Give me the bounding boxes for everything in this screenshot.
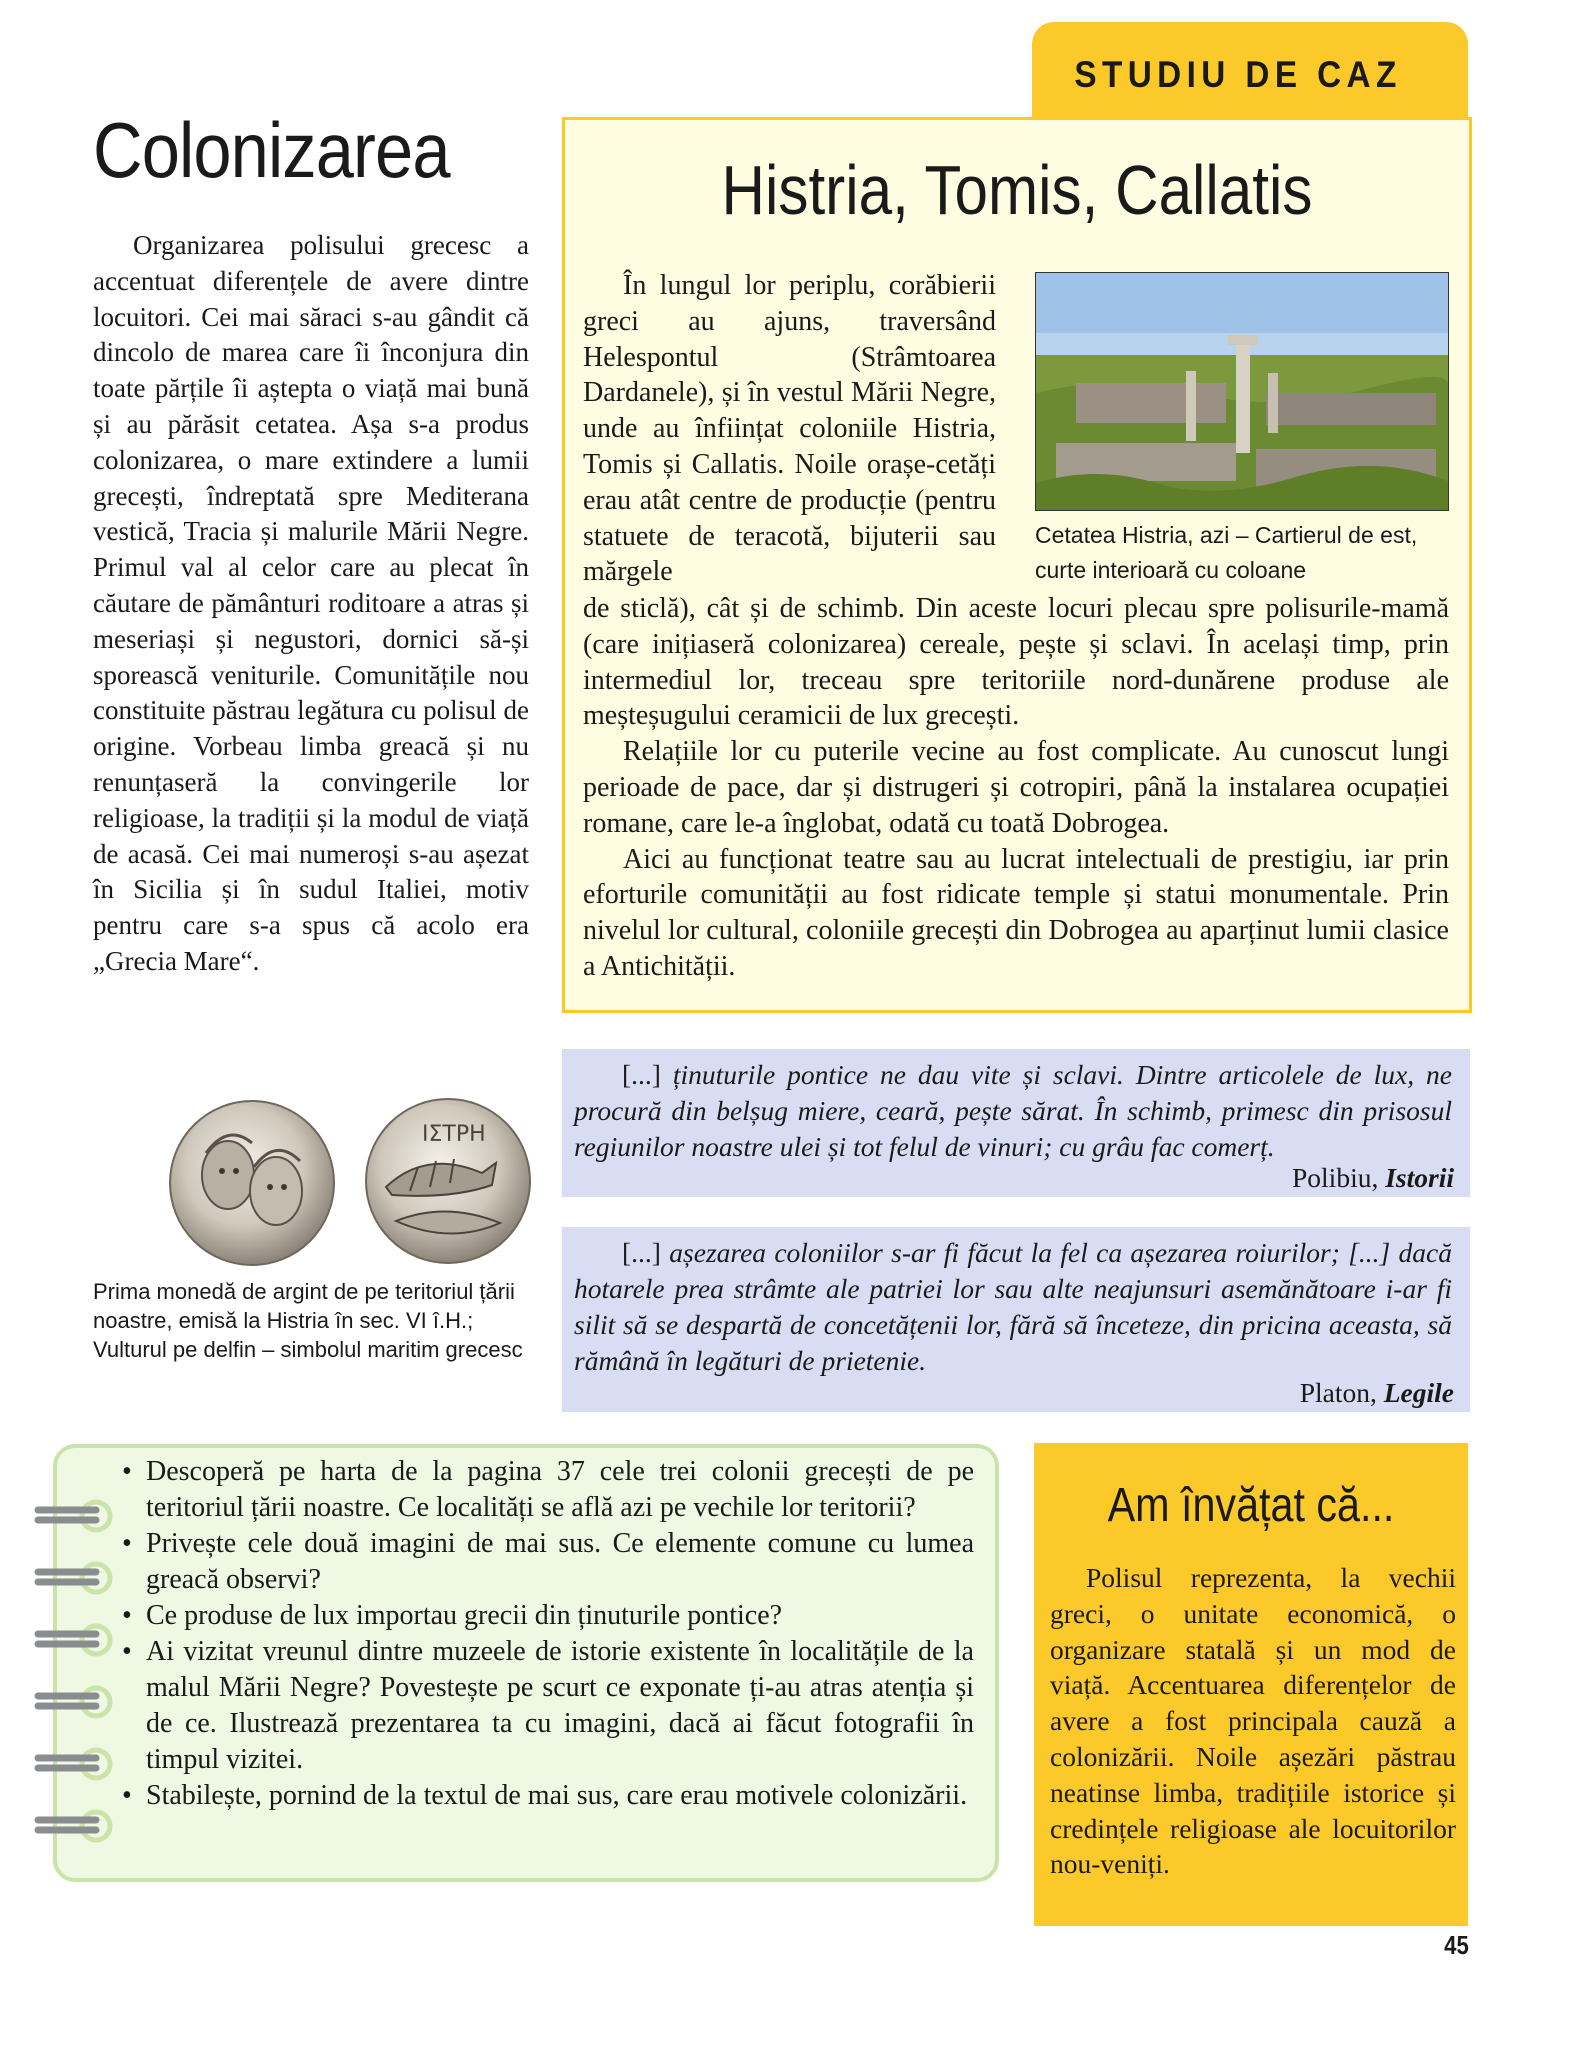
case-study-paragraph-1-continued: de sticlă), cât și de schimb. Din aceste locuri plecau spre polisurile-mamă (care inițiaseră colonizarea) cereale, pește și sclavi. În același timp, prin intermediul lor, treceau spre teritoriile nord-dunărene produse ale meșteșugului ceramicii de lux grecești. xyxy=(583,593,1449,732)
learned-title: Am învățat că... xyxy=(1107,1479,1395,1532)
quote-platon xyxy=(562,1227,1470,1412)
learned-summary xyxy=(1050,1560,1456,1882)
page-number: 45 xyxy=(1444,1930,1469,1960)
case-study-continued xyxy=(583,591,1449,985)
case-study-paragraph-1 xyxy=(583,268,996,590)
page-title: Colonizarea xyxy=(93,106,450,194)
quote-body: ținuturile pontice ne dau vite și sclavi. Dintre articolele de lux, ne procură din belșug miere, ceară, pește sărat. În schimb, primesc din prisosul regiunilor noastre ulei și tot felul de vinuri; cu grâu fac comerț. xyxy=(574,1059,1453,1162)
histria-ruins-photo xyxy=(1035,272,1449,511)
intro-paragraph: Organizarea polisului grecesc a accentuat diferențele de avere dintre locuitori. Cei mai săraci s-au gândit că dincolo de marea care îi înconjura din toate părțile îi aștepta o viață mai bună și au părăsit cetatea. Așa s-a produs colonizarea, o mare extindere a lumii grecești, îndreptată spre Mediterana vestică, Tracia și malurile Mării Negre. Primul val al celor care au plecat în căutare de pământuri roditoare a atras și meseriași și negustori, dornici să-și sporească veniturile. Comunitățile nou constituite păstrau legătura cu polisul de origine. Vorbeau limba greacă și nu renunțaseră la convingerile lor religioase, la tradiții și la modul de viață de acasă. Cei mai numeroși s-au așezat în Sicilia și în sudul Italiei, motiv pentru care s-a spus că acolo era „Grecia Mare“. xyxy=(93,230,529,976)
notebook-spiral xyxy=(34,1488,114,1848)
coin-reverse xyxy=(366,1099,530,1263)
question-item: • Descoperă pe harta de la pagina 37 cele trei colonii grecești de pe teritoriul țării noastre. Ce localități se află azi pe vechile lor teritorii? xyxy=(122,1454,974,1526)
case-study-title: Histria, Tomis, Callatis xyxy=(721,151,1313,229)
case-study-tab-label: STUDIU DE CAZ xyxy=(1074,54,1402,95)
case-study-paragraph-2: Relațiile lor cu puterile vecine au fost complicate. Au cunoscut lungi perioade de pace, dar și distrugeri și cotropiri, până la instalarea ocupației romane, care le-a înglobat, odată cu toată Dobrogea. xyxy=(583,736,1449,839)
quote-ellipsis: [...] xyxy=(622,1059,661,1090)
quote-attribution xyxy=(1300,1377,1454,1409)
case-study-paragraph-3: Aici au funcționat teatre sau au lucrat intelectuali de prestigiu, iar prin eforturile comunității au fost ridicate temple și statui monumentale. Prin nivelul lor cultural, coloniile grecești din Dobrogea au aparținut lumii clasice a Antichității. xyxy=(583,843,1449,982)
quote-text xyxy=(574,1235,1452,1379)
quote-body: așezarea coloniilor s-ar fi făcut la fel ca așezarea roiurilor; [...] dacă hotarele prea strâmte ale patriei lor sau alte neajunsuri asemănătoare i-ar fi silit să se despartă de concetățenii lor, fără să înceteze, din pricina aceasta, să rămână în legături de prietenie. xyxy=(574,1237,1453,1376)
photo-caption: Cetatea Histria, azi – Cartierul de est, curte interioară cu coloane xyxy=(1035,522,1418,583)
quote-work: Istorii xyxy=(1385,1162,1454,1193)
question-item: • Ce produse de lux importau grecii din ținuturile pontice? xyxy=(122,1598,974,1634)
learned-summary-text: Polisul reprezenta, la vechii greci, o unitate economică, o organizare statală și un mod de viață. Accentuarea diferențelor de avere a fost principala cauză a colonizării. Noile așezări păstrau neatinse limba, tradițiile istorice și credințele religioase ale locuitorilor nou-veniți. xyxy=(1050,1562,1456,1880)
quote-work: Legile xyxy=(1383,1377,1454,1408)
case-study-tab xyxy=(1032,22,1468,121)
quote-text xyxy=(574,1057,1452,1165)
coin-legend: ΙΣΤΡΗ xyxy=(422,1122,486,1147)
quote-attribution xyxy=(1292,1162,1454,1194)
intro-text xyxy=(93,228,529,980)
quote-author: Platon, xyxy=(1299,1377,1377,1408)
quote-ellipsis: [...] xyxy=(622,1237,661,1268)
quote-polibiu xyxy=(562,1049,1470,1197)
question-item: • Stabilește, pornind de la textul de mai sus, care erau motivele colonizării. xyxy=(122,1778,974,1814)
quote-author: Polibiu, xyxy=(1292,1162,1379,1193)
coin-obverse xyxy=(170,1101,334,1265)
coin-caption: Prima monedă de argint de pe teritoriul țării noastre, emisă la Histria în sec. VI î.H.; Vulturul pe delfin – simbolul maritim grecesc xyxy=(93,1279,523,1362)
coins-image xyxy=(160,1095,540,1270)
case-study-paragraph-1-text: În lungul lor periplu, corăbierii greci au ajuns, traversând Helespontul (Strâmtoarea Dardanele), și în vestul Mării Negre, unde au înființat coloniile Histria, Tomis și Callatis. Noile orașe-cetăți erau atât centre de producție (pentru statuete de teracotă, bijuterii sau mărgele xyxy=(583,270,996,588)
question-item: • Privește cele două imagini de mai sus. Ce elemente comune cu lumea greacă observi? xyxy=(122,1526,974,1598)
question-item: • Ai vizitat vreunul dintre muzeele de istorie existente în localitățile de la malul Mării Negre? Povestește pe scurt ce exponate ți-au atras atenția și de ce. Ilustrează prezentarea ta cu imagini, dacă ai făcut fotografii în timpul vizitei. xyxy=(122,1634,974,1778)
questions-list xyxy=(122,1454,974,1814)
